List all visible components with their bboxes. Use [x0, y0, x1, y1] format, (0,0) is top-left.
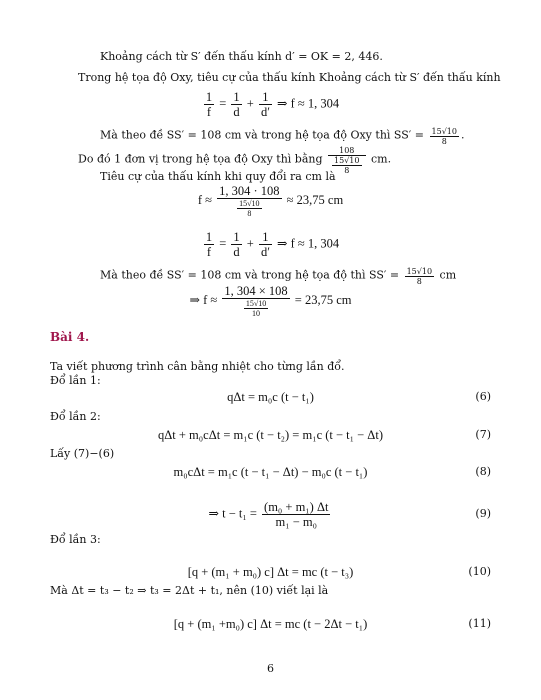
text-line-6: Mà theo đề SS′ = 108 cm và trong hệ tọa độ thì SS′ = $\frac{15√10}{8}$ cm: [100, 267, 457, 286]
text-line-1: Khoảng cách từ S′ đến thấu kính d′ = OK = 2, 446.: [100, 50, 383, 63]
equation-9: ⇒ t − t₁ = $\frac{\text{(m₀ + m₁) Δt}}{\text{m₁ − m₀}}$: [208, 500, 329, 529]
equation-number-10: (10): [468, 565, 491, 578]
lens-equation-2: $\frac{1}{f}$ = $\frac{1}{d}$ + $\frac{1}{d'}$ ⇒ f ≈ 1, 304: [205, 230, 340, 259]
equation-7: qΔt + m₀cΔt = m₁c (t − t₂) = m₁c (t − t₁ − Δt): [158, 428, 383, 442]
text-line-10: Lấy (7)−(6): [50, 447, 115, 460]
equation-number-11: (11): [468, 617, 491, 630]
text-line-7: Ta viết phương trình cân bằng nhiệt cho từng lần đổ.: [50, 360, 345, 373]
focal-length-equation-2: ⇒ f ≈ $\frac{1, 304 \times 108}{\frac{15√10}{10}}$ = 23,75 cm: [189, 284, 352, 318]
page-number: 6: [267, 662, 274, 675]
equation-10: [q + (m₁ + m₀) c] Δt = mc (t − t₃): [187, 565, 354, 579]
text-line-12: Mà Δt = t₃ − t₂ ⇒ t₃ = 2Δt + t₁, nên (10) viết lại là: [50, 584, 329, 597]
problem-heading: Bài 4.: [50, 330, 90, 344]
lens-equation-1: $\frac{1}{f}$ = $\frac{1}{d}$ + $\frac{1}{d'}$ ⇒ f ≈ 1, 304: [205, 90, 340, 119]
equation-6: qΔt = m₀c (t − t₁): [227, 390, 314, 404]
equation-number-8: (8): [475, 465, 491, 478]
equation-number-6: (6): [475, 390, 491, 403]
text-line-4: Do đó 1 đơn vị trong hệ tọa độ Oxy thì bằng $\frac{108}{\frac{15√10}{8}}$ cm.: [78, 146, 392, 175]
text-line-9: Đổ lần 2:: [50, 410, 101, 423]
text-line-11: Đổ lần 3:: [50, 533, 101, 546]
equation-11: [q + (m₁ +m₀) c] Δt = mc (t − 2Δt − t₁): [173, 617, 368, 631]
text-line-8: Đổ lần 1:: [50, 374, 101, 387]
focal-length-equation: f ≈ $\frac{1, 304 \cdot 108}{\frac{15√10}{8}}$ ≈ 23,75 cm: [197, 184, 344, 218]
equation-number-9: (9): [475, 507, 491, 520]
equation-number-7: (7): [475, 428, 491, 441]
text-line-2: Trong hệ tọa độ Oxy, tiêu cự của thấu kính Khoảng cách từ S′ đến thấu kính: [78, 71, 501, 84]
text-line-3: Mà theo đề SS′ = 108 cm và trong hệ tọa độ Oxy thì SS′ = $\frac{15√10}{8}$ .: [100, 127, 465, 146]
equation-8: m₀cΔt = m₁c (t − t₁ − Δt) − m₀c (t − t₁): [173, 465, 368, 479]
text-line-5: Tiêu cự của thấu kính khi quy đổi ra cm là: [100, 170, 336, 183]
